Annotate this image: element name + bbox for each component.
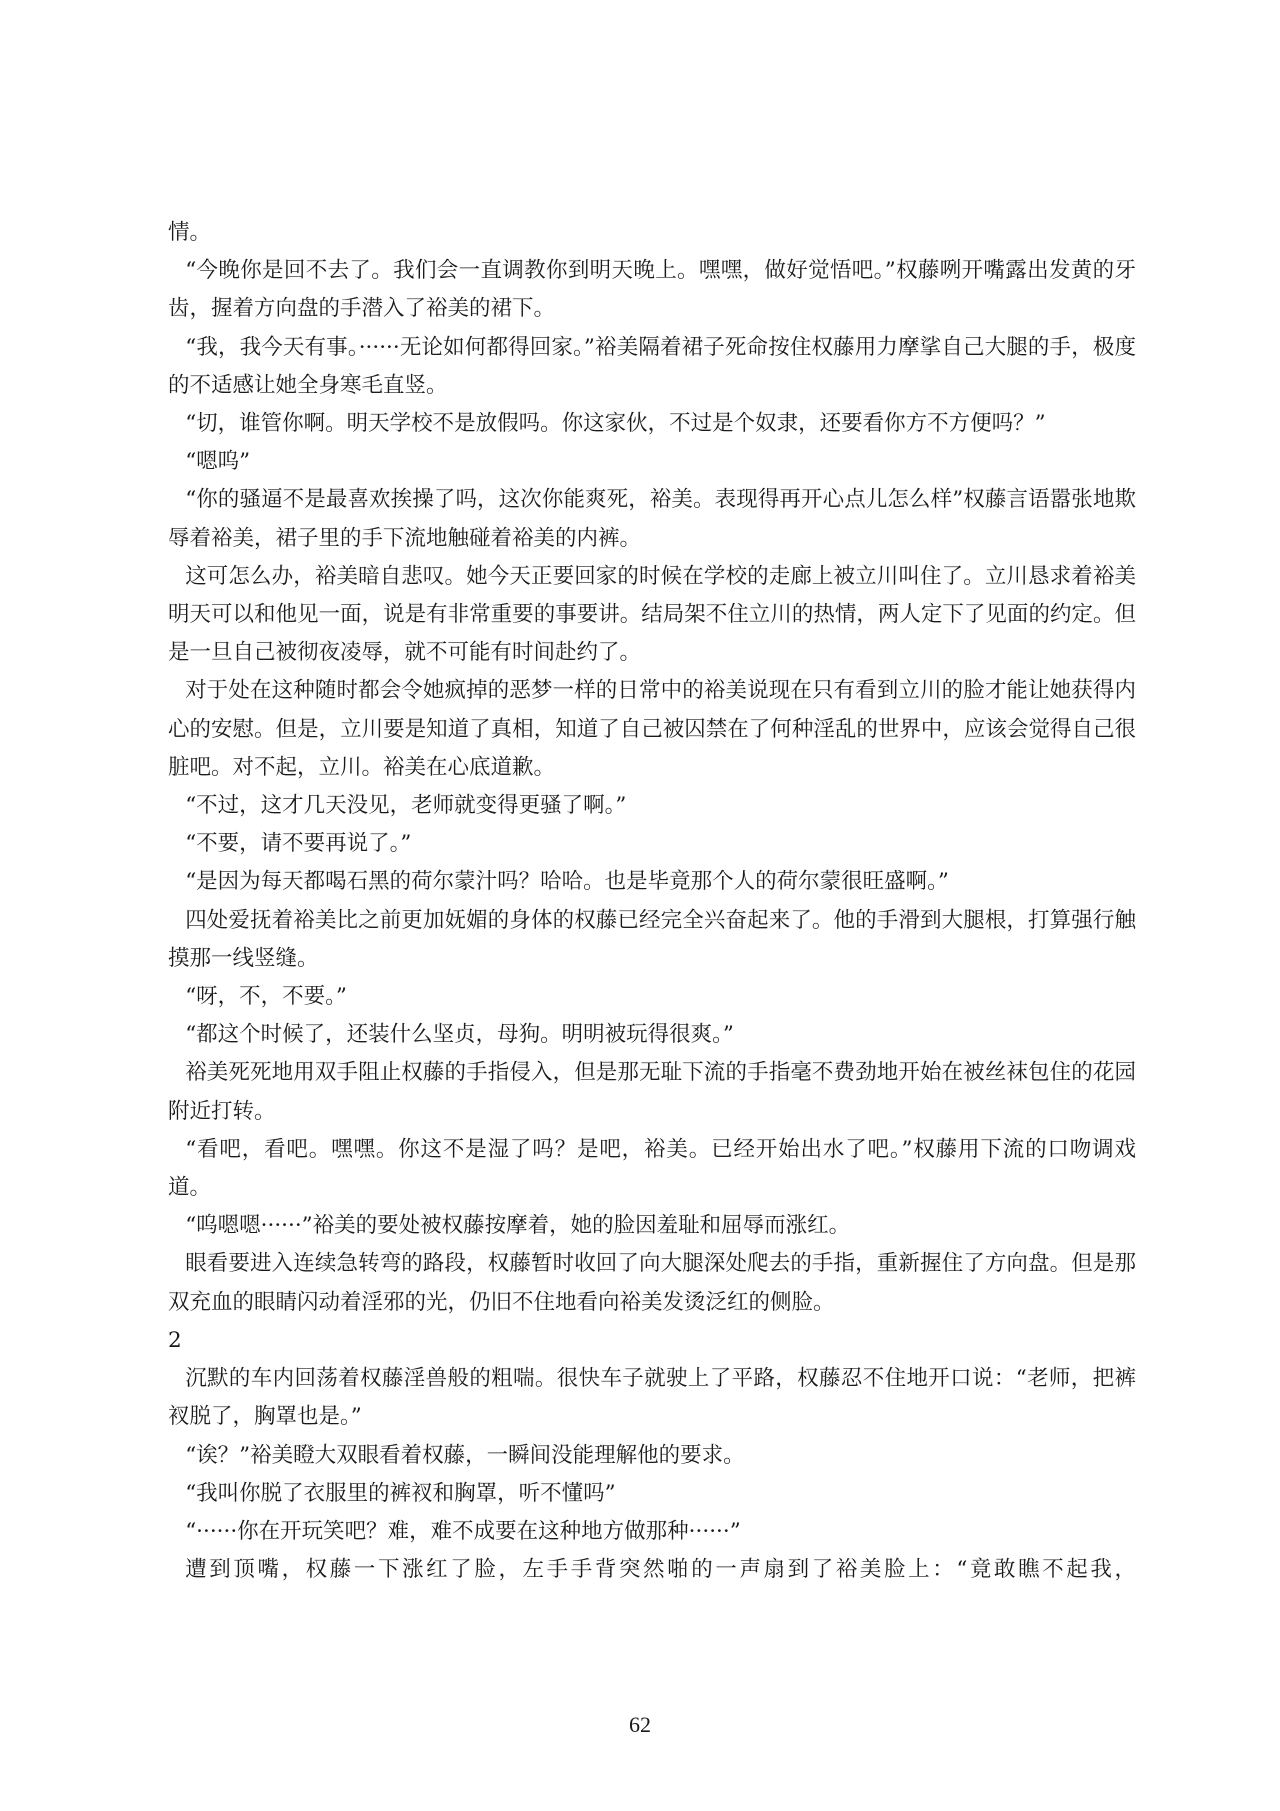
paragraph: “你的骚逼不是最喜欢挨操了吗，这次你能爽死，裕美。表现得再开心点儿怎么样”权藤言语嚣张地欺辱着裕美，裙子里的手下流地触碰着裕美的内裤。 bbox=[168, 487, 1136, 551]
paragraph: “是因为每天都喝石黑的荷尔蒙汁吗？哈哈。也是毕竟那个人的荷尔蒙很旺盛啊。” bbox=[185, 869, 949, 895]
paragraph: “看吧，看吧。嘿嘿。你这不是湿了吗？是吧，裕美。已经开始出水了吧。”权藤用下流的口吻调戏道。 bbox=[168, 1136, 1136, 1201]
paragraph: “嗯呜” bbox=[185, 449, 251, 475]
paragraph: “切，谁管你啊。明天学校不是放假吗。你这家伙，不过是个奴隶，还要看你方不方便吗？” bbox=[185, 411, 1046, 437]
page-number: 62 bbox=[629, 1712, 651, 1737]
paragraph: 对于处在这种随时都会令她疯掉的恶梦一样的日常中的裕美说现在只有看到立川的脸才能让她获得内心的安慰。但是，立川要是知道了真相，知道了自己被囚禁在了何种淫乱的世界中，应该会觉得自己很脏吧。对不起，立川。裕美在心底道歉。 bbox=[168, 678, 1136, 780]
paragraph: “我，我今天有事。······无论如何都得回家。”裕美隔着裙子死命按住权藤用力摩挲自己大腿的手，极度的不适感让她全身寒毛直竖。 bbox=[168, 334, 1136, 398]
paragraph: “不过，这才几天没见，老师就变得更骚了啊。” bbox=[185, 793, 627, 819]
paragraph: “呜嗯嗯······”裕美的要处被权藤按摩着，她的脸因羞耻和屈辱而涨红。 bbox=[185, 1213, 851, 1239]
paragraph: “我叫你脱了衣服里的裤衩和胸罩，听不懂吗” bbox=[185, 1480, 616, 1506]
paragraph: “呀，不，不要。” bbox=[185, 984, 347, 1010]
paragraph: “今晚你是回不去了。我们会一直调教你到明天晚上。嘿嘿，做好觉悟吧。”权藤咧开嘴露出发黄的牙齿，握着方向盘的手潜入了裕美的裙下。 bbox=[168, 258, 1136, 322]
paragraph: “······你在开玩笑吧？难，难不成要在这种地方做那种······” bbox=[185, 1518, 741, 1544]
paragraph: 这可怎么办，裕美暗自悲叹。她今天正要回家的时候在学校的走廊上被立川叫住了。立川恳求着裕美明天可以和他见一面，说是有非常重要的事要讲。结局架不住立川的热情，两人定下了见面的约定。但是一旦自己被彻夜凌辱，就不可能有时间赴约了。 bbox=[168, 563, 1136, 666]
paragraph: “都这个时候了，还装什么坚贞，母狗。明明被玩得很爽。” bbox=[185, 1022, 734, 1048]
paragraph: 遭到顶嘴，权藤一下涨红了脸，左手手背突然啪的一声扇到了裕美脸上：“竟敢瞧不起我， bbox=[185, 1557, 1136, 1583]
section-heading: 2 bbox=[168, 1327, 182, 1353]
paragraph: 四处爱抚着裕美比之前更加妩媚的身体的权藤已经完全兴奋起来了。他的手滑到大腿根，打算强行触摸那一线竖缝。 bbox=[168, 907, 1136, 971]
paragraph: 裕美死死地用双手阻止权藤的手指侵入，但是那无耻下流的手指毫不费劲地开始在被丝袜包住的花园附近打转。 bbox=[168, 1060, 1136, 1124]
paragraph: “诶？”裕美瞪大双眼看着权藤，一瞬间没能理解他的要求。 bbox=[185, 1442, 745, 1468]
paragraph: 眼看要进入连续急转弯的路段，权藤暂时收回了向大腿深处爬去的手指，重新握住了方向盘。但是那双充血的眼睛闪动着淫邪的光，仍旧不住地看向裕美发烫泛红的侧脸。 bbox=[168, 1251, 1136, 1315]
paragraph: “不要，请不要再说了。” bbox=[185, 831, 412, 857]
paragraph: 情。 bbox=[168, 220, 212, 245]
page-body bbox=[168, 214, 1136, 1589]
paragraph: 沉默的车内回荡着权藤淫兽般的粗喘。很快车子就驶上了平路，权藤忍不住地开口说：“老师，把裤衩脱了，胸罩也是。” bbox=[168, 1366, 1136, 1430]
